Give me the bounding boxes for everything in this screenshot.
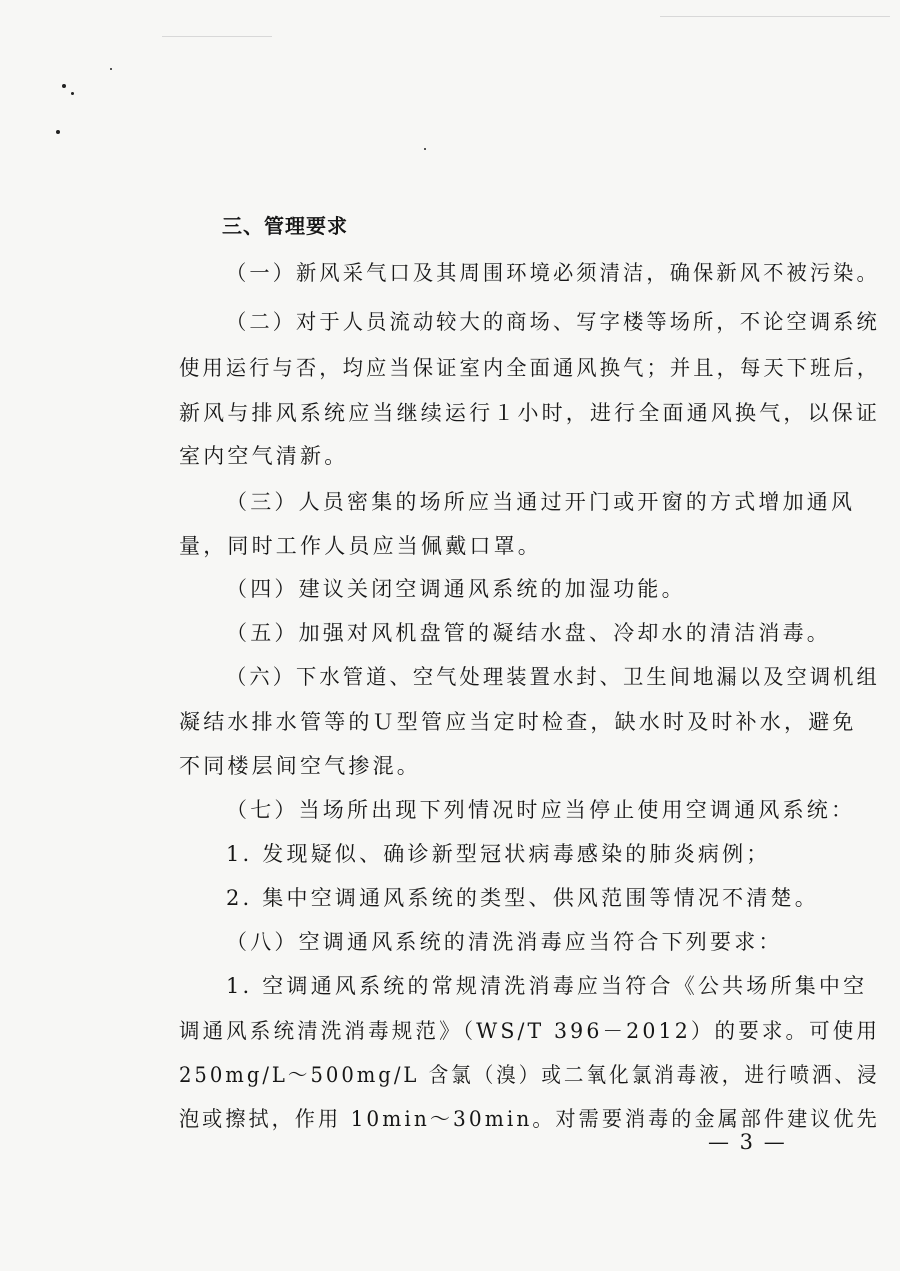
list-item: 2. 集中空调通风系统的类型、供风范围等情况不清楚。 xyxy=(226,886,819,910)
paragraph-line: （八）空调通风系统的清洗消毒应当符合下列要求： xyxy=(226,930,783,954)
scan-speck xyxy=(62,84,66,88)
paragraph-line: 凝结水排水管等的Ｕ型管应当定时检查，缺水时及时补水，避免 xyxy=(179,710,857,734)
paragraph-line: 新风与排风系统应当继续运行１小时，进行全面通风换气，以保证 xyxy=(179,401,881,425)
paragraph-line: 室内空气清新。 xyxy=(179,444,349,468)
paragraph-line: 调通风系统清洗消毒规范》（WS/T 396－2012）的要求。可使用 xyxy=(179,1019,881,1043)
paragraph-line: 使用运行与否，均应当保证室内全面通风换气；并且，每天下班后， xyxy=(179,356,881,380)
list-item: 1. 空调通风系统的常规清洗消毒应当符合《公共场所集中空 xyxy=(226,974,868,998)
paragraph-line: （二）对于人员流动较大的商场、写字楼等场所，不论空调系统 xyxy=(226,310,880,334)
scan-artifact-line xyxy=(162,36,272,37)
page-number: — 3 — xyxy=(708,1130,787,1154)
scan-speck xyxy=(56,130,60,134)
paragraph-line: 250mg/L～500mg/L 含氯（溴）或二氧化氯消毒液，进行喷洒、浸 xyxy=(179,1063,880,1087)
paragraph-line: 不同楼层间空气掺混。 xyxy=(179,754,421,778)
section-heading: 三、管理要求 xyxy=(222,214,348,238)
paragraph-line: （五）加强对风机盘管的凝结水盘、冷却水的清洁消毒。 xyxy=(226,621,831,645)
paragraph-line: 量，同时工作人员应当佩戴口罩。 xyxy=(179,534,542,558)
paragraph-line: （四）建议关闭空调通风系统的加湿功能。 xyxy=(226,577,686,601)
scan-speck xyxy=(110,68,112,70)
scan-speck xyxy=(71,92,74,95)
paragraph-line: （三）人员密集的场所应当通过开门或开窗的方式增加通风 xyxy=(226,490,856,514)
scan-artifact-line xyxy=(660,16,890,17)
paragraph-line: （一）新风采气口及其周围环境必须清洁，确保新风不被污染。 xyxy=(226,261,880,285)
paragraph-line: 泡或擦拭，作用 10min～30min。对需要消毒的金属部件建议优先 xyxy=(179,1107,880,1131)
paragraph-line: （七）当场所出现下列情况时应当停止使用空调通风系统： xyxy=(226,798,856,822)
scan-speck xyxy=(424,148,426,150)
list-item: 1. 发现疑似、确诊新型冠状病毒感染的肺炎病例； xyxy=(226,842,771,866)
paragraph-line: （六）下水管道、空气处理装置水封、卫生间地漏以及空调机组 xyxy=(226,665,880,689)
